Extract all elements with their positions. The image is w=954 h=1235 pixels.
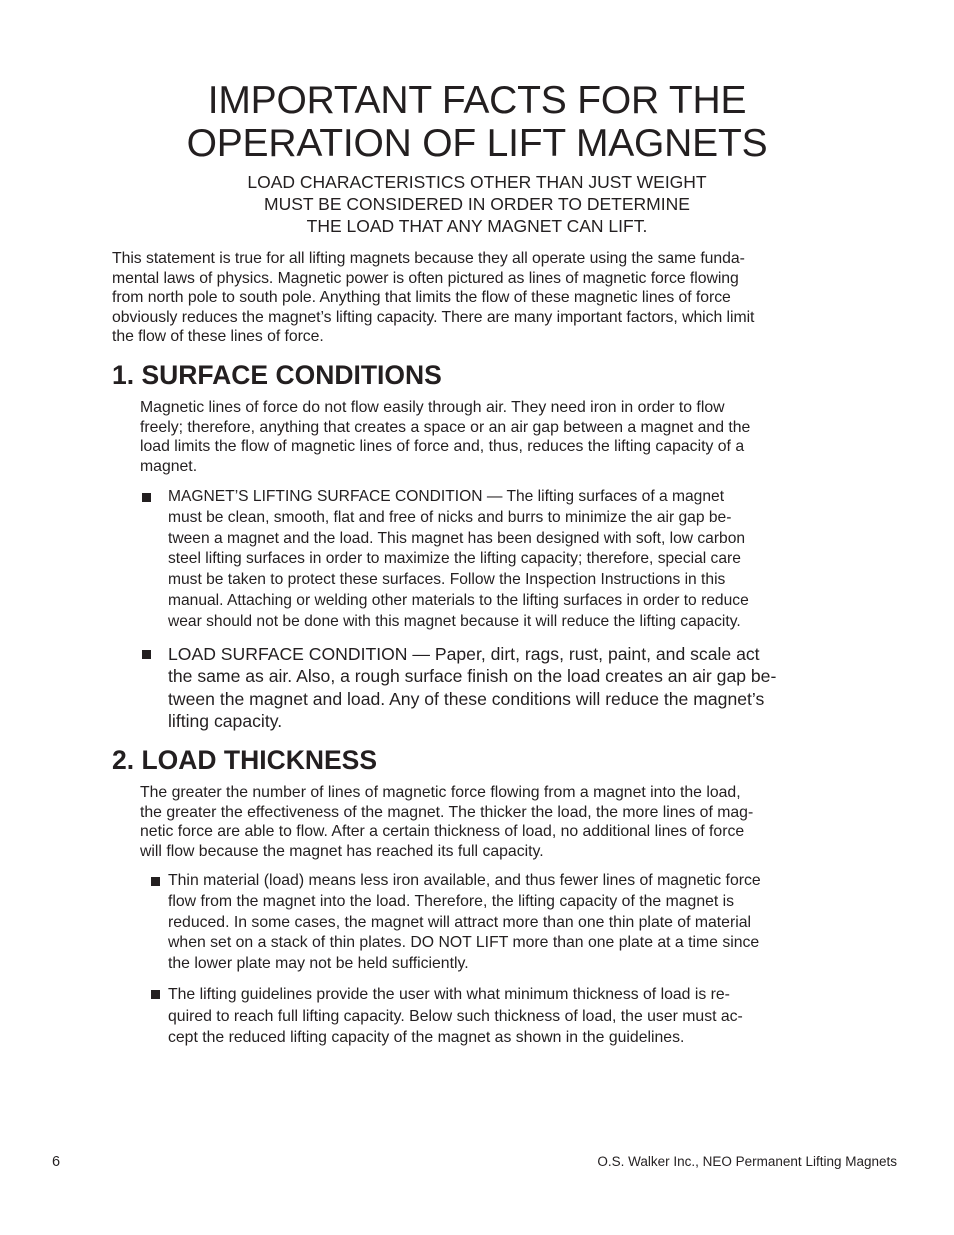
bullet-line: cept the reduced lifting capacity of the magnet as shown in the guidelines. <box>168 1029 685 1046</box>
bullet-thin-material <box>168 871 761 975</box>
bullet-line: manual. Attaching or welding other materials to the lifting surfaces in order to reduce <box>168 591 749 609</box>
bullet-load-surface-condition <box>168 643 776 733</box>
bullet-line: wear should not be done with this magnet because it will reduce the lifting capacity. <box>168 612 741 630</box>
bullet-line: MAGNET’S LIFTING SURFACE CONDITION — The lifting surfaces of a magnet <box>168 488 725 505</box>
square-bullet-icon <box>142 493 151 502</box>
paragraph-line: magnet. <box>140 458 198 476</box>
paragraph-line: will flow because the magnet has reached its full capacity. <box>140 842 544 860</box>
intro-line: the flow of these lines of force. <box>112 328 324 346</box>
bullet-line: Thin material (load) means less iron available, and thus fewer lines of magnetic force <box>168 872 761 889</box>
intro-line: This statement is true for all lifting magnets because they all operate using the same funda- <box>112 250 745 267</box>
page-number: 6 <box>52 1154 61 1170</box>
square-bullet-icon <box>151 877 160 886</box>
paragraph-line: Magnetic lines of force do not flow easily through air. They need iron in order to flow <box>140 399 725 416</box>
intro-line: mental laws of physics. Magnetic power is often pictured as lines of magnetic force flowing <box>112 269 739 287</box>
square-bullet-icon <box>151 990 160 999</box>
load-thickness-paragraph <box>140 783 753 861</box>
paragraph-line: netic force are able to flow. After a certain thickness of load, no additional lines of force <box>140 823 745 841</box>
bullet-line: tween the magnet and load. Any of these conditions will reduce the magnet’s <box>168 688 765 709</box>
bullet-magnet-surface-condition <box>168 487 749 633</box>
paragraph-line: The greater the number of lines of magnetic force flowing from a magnet into the load, <box>140 784 741 801</box>
bullet-line: LOAD SURFACE CONDITION — Paper, dirt, rags, rust, paint, and scale act <box>168 644 760 664</box>
bullet-line: must be clean, smooth, flat and free of nicks and burrs to minimize the air gap be- <box>168 508 732 526</box>
page-subtitle <box>0 171 954 237</box>
page-title-line: OPERATION OF LIFT MAGNETS <box>186 122 768 165</box>
intro-line: obviously reduces the magnet’s lifting capacity. There are many important factors, which limit <box>112 308 755 326</box>
subtitle-line: LOAD CHARACTERISTICS OTHER THAN JUST WEIGHT <box>247 172 707 192</box>
bullet-line: the same as air. Also, a rough surface finish on the load creates an air gap be- <box>168 666 777 687</box>
bullet-line: quired to reach full lifting capacity. Below such thickness of load, the user must ac- <box>168 1007 743 1025</box>
bullet-line: flow from the magnet into the load. Therefore, the lifting capacity of the magnet is <box>168 892 735 910</box>
paragraph-line: the greater the effectiveness of the magnet. The thicker the load, the more lines of mag- <box>140 803 754 821</box>
bullet-line: lifting capacity. <box>168 711 283 732</box>
footer-brand-text: O.S. Walker Inc., NEO Permanent Lifting Magnets <box>597 1154 897 1169</box>
paragraph-line: freely; therefore, anything that creates a space or an air gap between a magnet and the <box>140 418 751 436</box>
subtitle-line: THE LOAD THAT ANY MAGNET CAN LIFT. <box>306 216 648 236</box>
bullet-lifting-guidelines <box>168 984 743 1049</box>
subtitle-line: MUST BE CONSIDERED IN ORDER TO DETERMINE <box>264 194 690 214</box>
bullet-line: The lifting guidelines provide the user with what minimum thickness of load is re- <box>168 986 730 1003</box>
bullet-line: must be taken to protect these surfaces. Follow the Inspection Instructions in this <box>168 571 726 589</box>
paragraph-line: load limits the flow of magnetic lines of force and, thus, reduces the lifting capacity of a <box>140 438 745 456</box>
page-title-line: IMPORTANT FACTS FOR THE <box>207 79 747 122</box>
page-title <box>0 79 954 165</box>
surface-conditions-paragraph <box>140 398 750 477</box>
bullet-line: the lower plate may not be held sufficiently. <box>168 955 469 973</box>
bullet-line: when set on a stack of thin plates. DO NOT LIFT more than one plate at a time since <box>168 934 760 952</box>
intro-line: from north pole to south pole. Anything that limits the flow of these magnetic lines of force <box>112 289 731 307</box>
bullet-line: reduced. In some cases, the magnet will attract more than one thin plate of material <box>168 913 752 931</box>
section-heading-surface-conditions: 1. SURFACE CONDITIONS <box>112 360 442 390</box>
bullet-line: tween a magnet and the load. This magnet has been designed with soft, low carbon <box>168 529 746 547</box>
section-heading-load-thickness: 2. LOAD THICKNESS <box>112 745 378 775</box>
intro-paragraph <box>112 249 824 347</box>
bullet-line: steel lifting surfaces in order to maximize the lifting capacity; therefore, special care <box>168 550 741 568</box>
square-bullet-icon <box>142 650 151 659</box>
